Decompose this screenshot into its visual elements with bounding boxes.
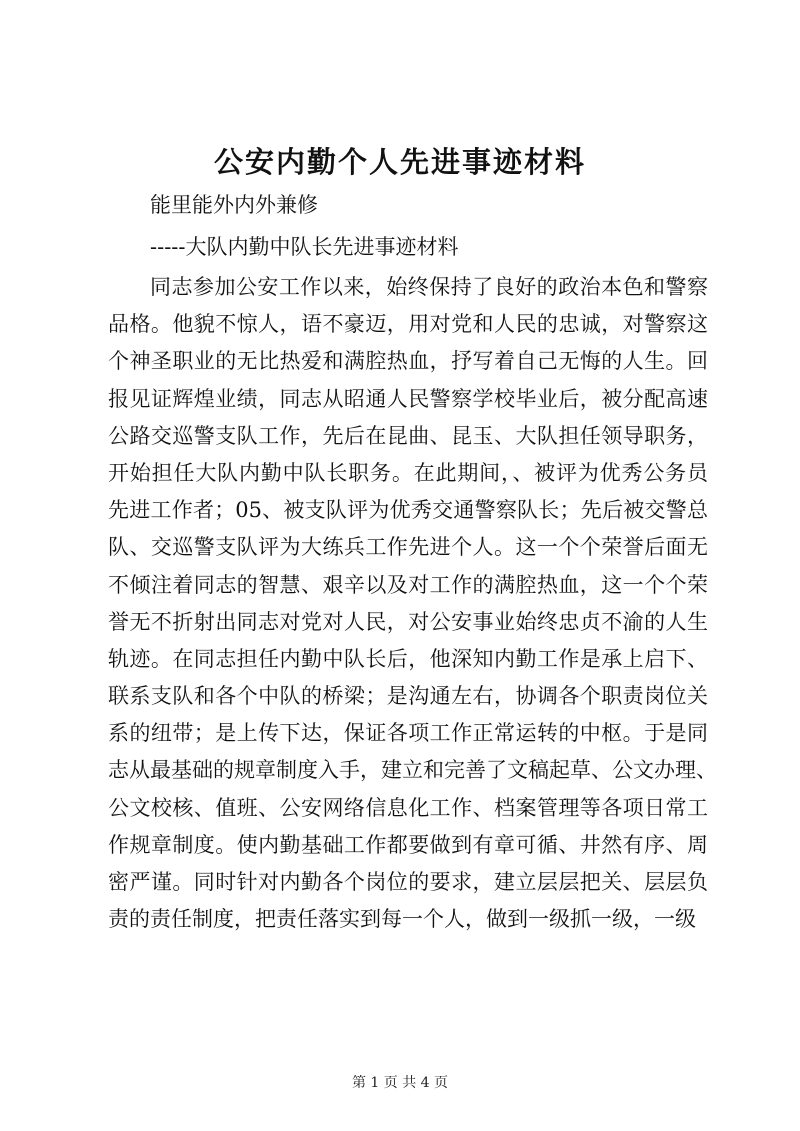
body-line: 报见证辉煌业绩，同志从昭通人民警察学校毕业后，被分配高速 xyxy=(108,386,708,411)
body-line: 同志参加公安工作以来，始终保持了良好的政治本色和警察 xyxy=(150,275,708,299)
body-line: 公路交巡警支队工作，先后在昆曲、昆玉、大队担任领导职务， xyxy=(108,423,708,448)
body-line: 先进工作者；05、被支队评为优秀交通警察队长；先后被交警总 xyxy=(108,498,708,523)
page-footer: 第 1 页 共 4 页 xyxy=(351,1075,449,1091)
body-line: 联系支队和各个中队的桥梁；是沟通左右，协调各个职责岗位关 xyxy=(108,684,708,709)
body-line: 密严谨。同时针对内勤各个岗位的要求，建立层层把关、层层负 xyxy=(108,870,708,894)
body-line: 誉无不折射出同志对党对人民，对公安事业始终忠贞不渝的人生 xyxy=(108,609,708,634)
body-line: 队、交巡警支队评为大练兵工作先进个人。这一个个荣誉后面无 xyxy=(108,535,708,560)
body-line: 公文校核、值班、公安网络信息化工作、档案管理等各项日常工 xyxy=(108,795,708,820)
body-line: 品格。他貌不惊人，语不豪迈，用对党和人民的忠诚，对警察这 xyxy=(108,312,708,337)
document-byline: -----大队内勤中队长先进事迹材料 xyxy=(150,235,459,259)
body-line: 个神圣职业的无比热爱和满腔热血，抒写着自己无悔的人生。回 xyxy=(108,349,708,374)
body-line: 系的纽带；是上传下达，保证各项工作正常运转的中枢。于是同 xyxy=(108,721,708,746)
body-line: 轨迹。在同志担任内勤中队长后，他深知内勤工作是承上启下、 xyxy=(108,646,708,671)
body-line: 作规章制度。使内勤基础工作都要做到有章可循、井然有序、周 xyxy=(108,832,708,857)
document-title: 公安内勤个人先进事迹材料 xyxy=(213,145,586,179)
body-line: 志从最基础的规章制度入手，建立和完善了文稿起草、公文办理、 xyxy=(108,758,717,783)
body-line: 不倾注着同志的智慧、艰辛以及对工作的满腔热血，这一个个荣 xyxy=(108,572,708,597)
document-subtitle: 能里能外内外兼修 xyxy=(150,193,318,217)
body-paragraph xyxy=(108,269,717,938)
body-line: 开始担任大队内勤中队长职务。在此期间，、被评为优秀公务员 xyxy=(108,460,708,485)
body-line: 责的责任制度，把责任落实到每一个人，做到一级抓一级，一级 xyxy=(108,907,696,932)
